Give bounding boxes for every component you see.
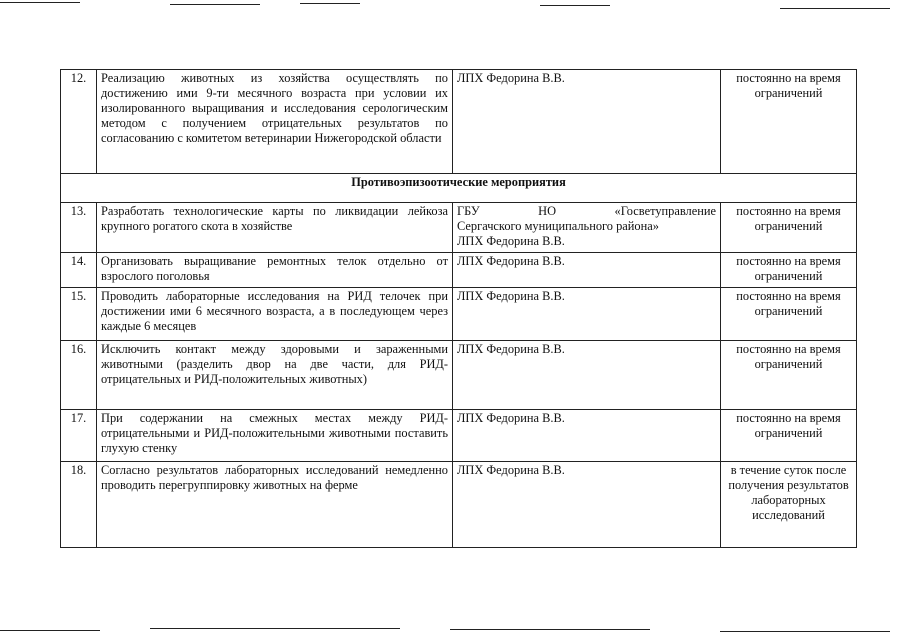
scan-artifact-top [170, 4, 260, 5]
scan-artifact-top [0, 2, 80, 3]
row-number: 16. [61, 341, 97, 410]
term-cell: постоянно на время ограничений [721, 203, 857, 253]
table-row [61, 462, 857, 548]
responsible-cell: ЛПХ Федорина В.В. [453, 410, 721, 462]
scan-artifact-top [540, 5, 610, 6]
action-cell: При содержании на смежных местах между РИД-отрицательными и РИД-положительными животными поставить глухую стенку [97, 410, 453, 462]
table-row [61, 410, 857, 462]
table-row [61, 70, 857, 174]
section-row [61, 174, 857, 203]
term-cell: постоянно на время ограничений [721, 288, 857, 341]
responsible-cell: ЛПХ Федорина В.В. [453, 253, 721, 288]
action-cell: Разработать технологические карты по ликвидации лейкоза крупного рогатого скота в хозяйстве [97, 203, 453, 253]
row-number: 13. [61, 203, 97, 253]
scan-artifact-bottom [0, 630, 100, 631]
scan-artifact-top [300, 3, 360, 4]
row-number: 12. [61, 70, 97, 174]
row-number: 18. [61, 462, 97, 548]
responsible-cell: ЛПХ Федорина В.В. [453, 462, 721, 548]
action-cell: Реализацию животных из хозяйства осуществлять по достижению ими 9-ти месячного возраста при условии их изолированного выращивания и исследования серологическим методом с получением отрицательных результатов по согласованию с комитетом ветеринарии Нижегородской области [97, 70, 453, 174]
table-row [61, 341, 857, 410]
scan-artifact-bottom [150, 628, 400, 629]
term-cell: в течение суток после получения результатов лабораторных исследований [721, 462, 857, 548]
action-cell: Организовать выращивание ремонтных телок отдельно от взрослого поголовья [97, 253, 453, 288]
responsible-line: ЛПХ Федорина В.В. [457, 234, 565, 248]
action-cell: Исключить контакт между здоровыми и зараженными животными (разделить двор на две части, для РИД-отрицательных и РИД-положительных животных) [97, 341, 453, 410]
term-cell: постоянно на время ограничений [721, 253, 857, 288]
row-number: 17. [61, 410, 97, 462]
section-title: Противоэпизоотические мероприятия [61, 174, 857, 203]
responsible-cell: ЛПХ Федорина В.В. [453, 341, 721, 410]
row-number: 15. [61, 288, 97, 341]
measures-table [60, 69, 857, 548]
term-cell: постоянно на время ограничений [721, 341, 857, 410]
row-number: 14. [61, 253, 97, 288]
scan-artifact-bottom [450, 629, 650, 630]
scan-artifact-top [780, 8, 890, 9]
action-cell: Согласно результатов лабораторных исследований немедленно проводить перегруппировку животных на ферме [97, 462, 453, 548]
table-row [61, 288, 857, 341]
table-row [61, 203, 857, 253]
table-row [61, 253, 857, 288]
term-cell: постоянно на время ограничений [721, 70, 857, 174]
responsible-cell: ЛПХ Федорина В.В. [453, 288, 721, 341]
responsible-cell: ЛПХ Федорина В.В. [453, 70, 721, 174]
scan-artifact-bottom [720, 631, 890, 632]
responsible-cell [453, 203, 721, 253]
responsible-line: ГБУ НО «Госветуправление [457, 204, 716, 218]
responsible-line: Сергачского муниципального района» [457, 219, 659, 233]
term-cell: постоянно на время ограничений [721, 410, 857, 462]
action-cell: Проводить лабораторные исследования на РИД телочек при достижении ими 6 месячного возраста, а в последующем через каждые 6 месяцев [97, 288, 453, 341]
